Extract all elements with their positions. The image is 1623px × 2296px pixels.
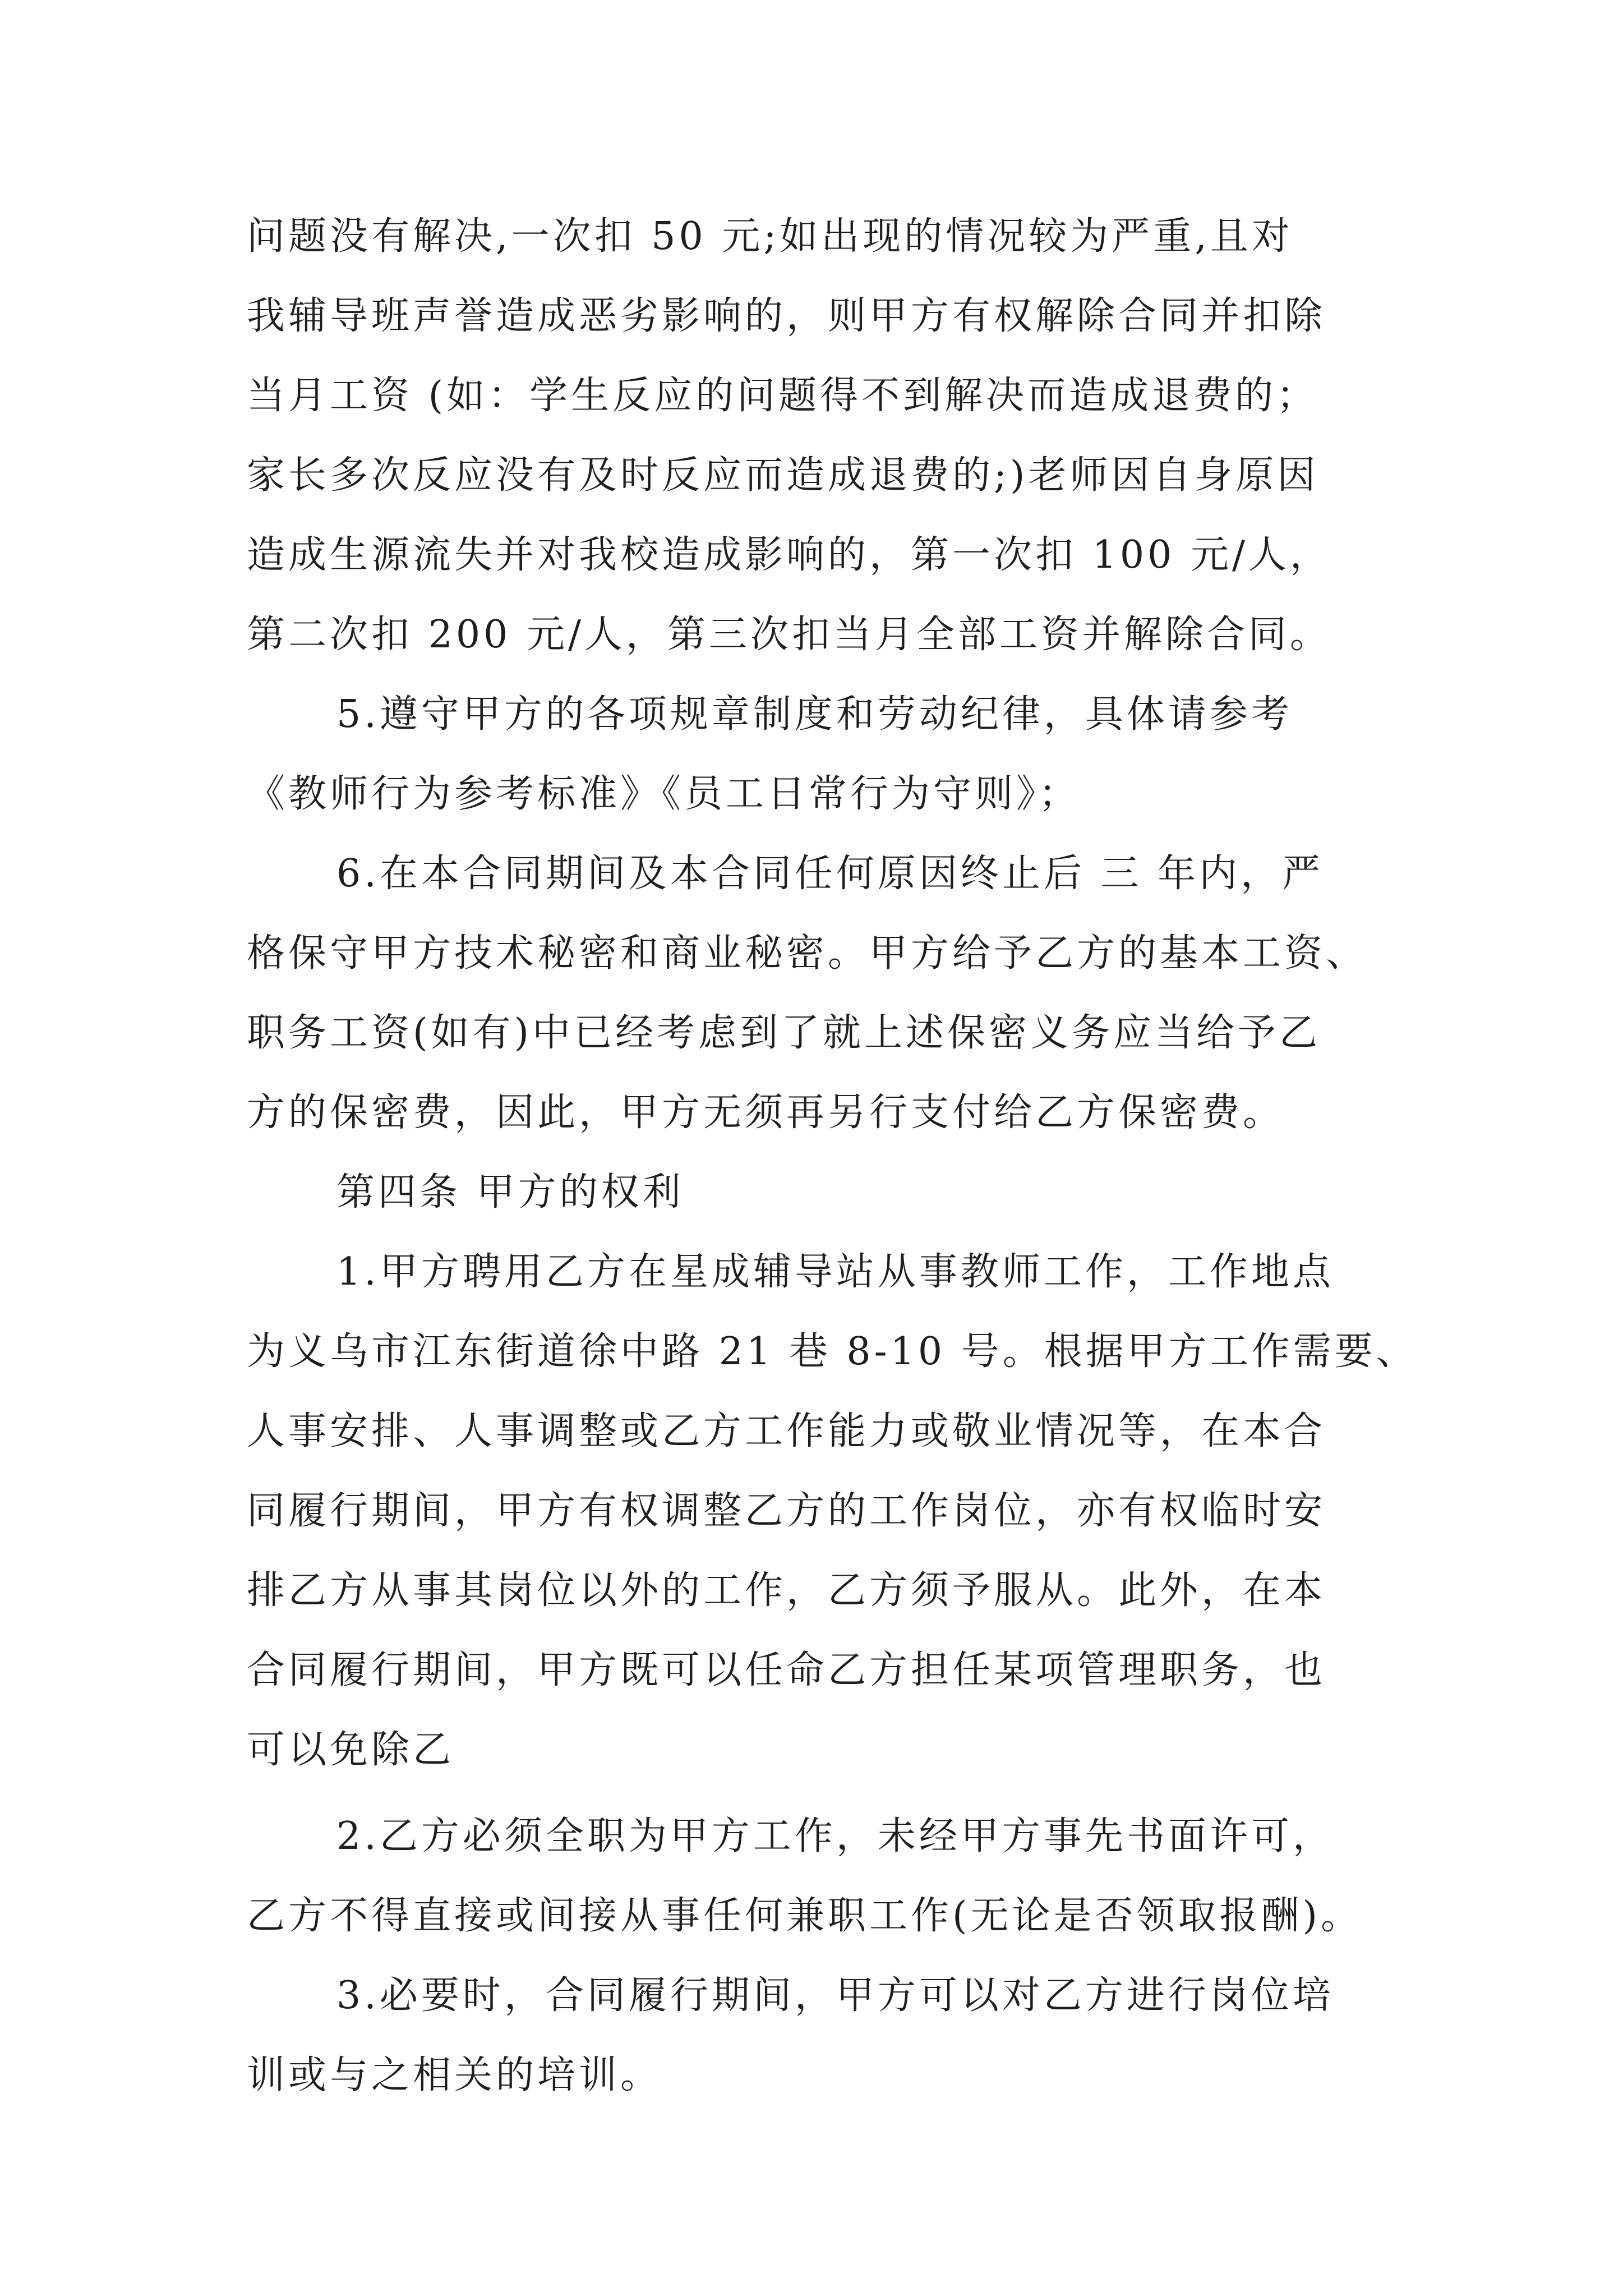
text-line: 格保守甲方技术秘密和商业秘密。甲方给予乙方的基本工资、 — [247, 931, 1368, 976]
text-line: 家长多次反应没有及时反应而造成退费的;)老师因自身原因 — [247, 453, 1319, 498]
text-line: 人事安排、人事调整或乙方工作能力或敬业情况等，在本合 — [247, 1409, 1326, 1453]
text-line: 方的保密费，因此，甲方无须再另行支付给乙方保密费。 — [247, 1091, 1285, 1135]
text-line: 6.在本合同期间及本合同任何原因终止后 三 年内，严 — [336, 852, 1324, 896]
text-line: 同履行期间，甲方有权调整乙方的工作岗位，亦有权临时安 — [247, 1489, 1326, 1533]
text-line: 乙方不得直接或间接从事任何兼职工作(无论是否领取报酬)。 — [247, 1894, 1363, 1938]
text-line: 可以免除乙 — [247, 1728, 455, 1772]
text-line: 2.乙方必须全职为甲方工作，未经甲方事先书面许可， — [336, 1814, 1334, 1858]
text-line: 造成生源流失并对我校造成影响的，第一次扣 100 元/人， — [247, 533, 1331, 577]
text-line: 训或与之相关的培训。 — [247, 2053, 662, 2097]
text-line: 问题没有解决,一次扣 50 元;如出现的情况较为严重,且对 — [247, 214, 1293, 259]
text-line: 《教师行为参考标准》《员工日常行为守则》； — [247, 772, 1081, 816]
text-line: 排乙方从事其岗位以外的工作，乙方须予服从。此外，在本 — [247, 1568, 1326, 1613]
text-line: 第二次扣 200 元/人，第三次扣当月全部工资并解除合同。 — [247, 613, 1331, 657]
text-line: 合同履行期间，甲方既可以任命乙方担任某项管理职务，也 — [247, 1648, 1326, 1692]
text-line: 5.遵守甲方的各项规章制度和劳动纪律，具体请参考 — [336, 692, 1293, 737]
text-line: 我辅导班声誉造成恶劣影响的，则甲方有权解除合同并扣除 — [247, 294, 1326, 338]
text-line: 为义乌市江东街道徐中路 21 巷 8-10 号。根据甲方工作需要、 — [247, 1329, 1418, 1374]
text-line: 当月工资 (如：学生反应的问题得不到解决而造成退费的； — [247, 374, 1318, 418]
text-line: 职务工资(如有)中已经考虑到了就上述保密义务应当给予乙 — [247, 1011, 1321, 1055]
section-heading: 第四条 甲方的权利 — [336, 1170, 684, 1214]
text-line: 3.必要时，合同履行期间，甲方可以对乙方进行岗位培 — [336, 1973, 1334, 2018]
text-line: 1.甲方聘用乙方在星成辅导站从事教师工作，工作地点 — [336, 1250, 1334, 1294]
